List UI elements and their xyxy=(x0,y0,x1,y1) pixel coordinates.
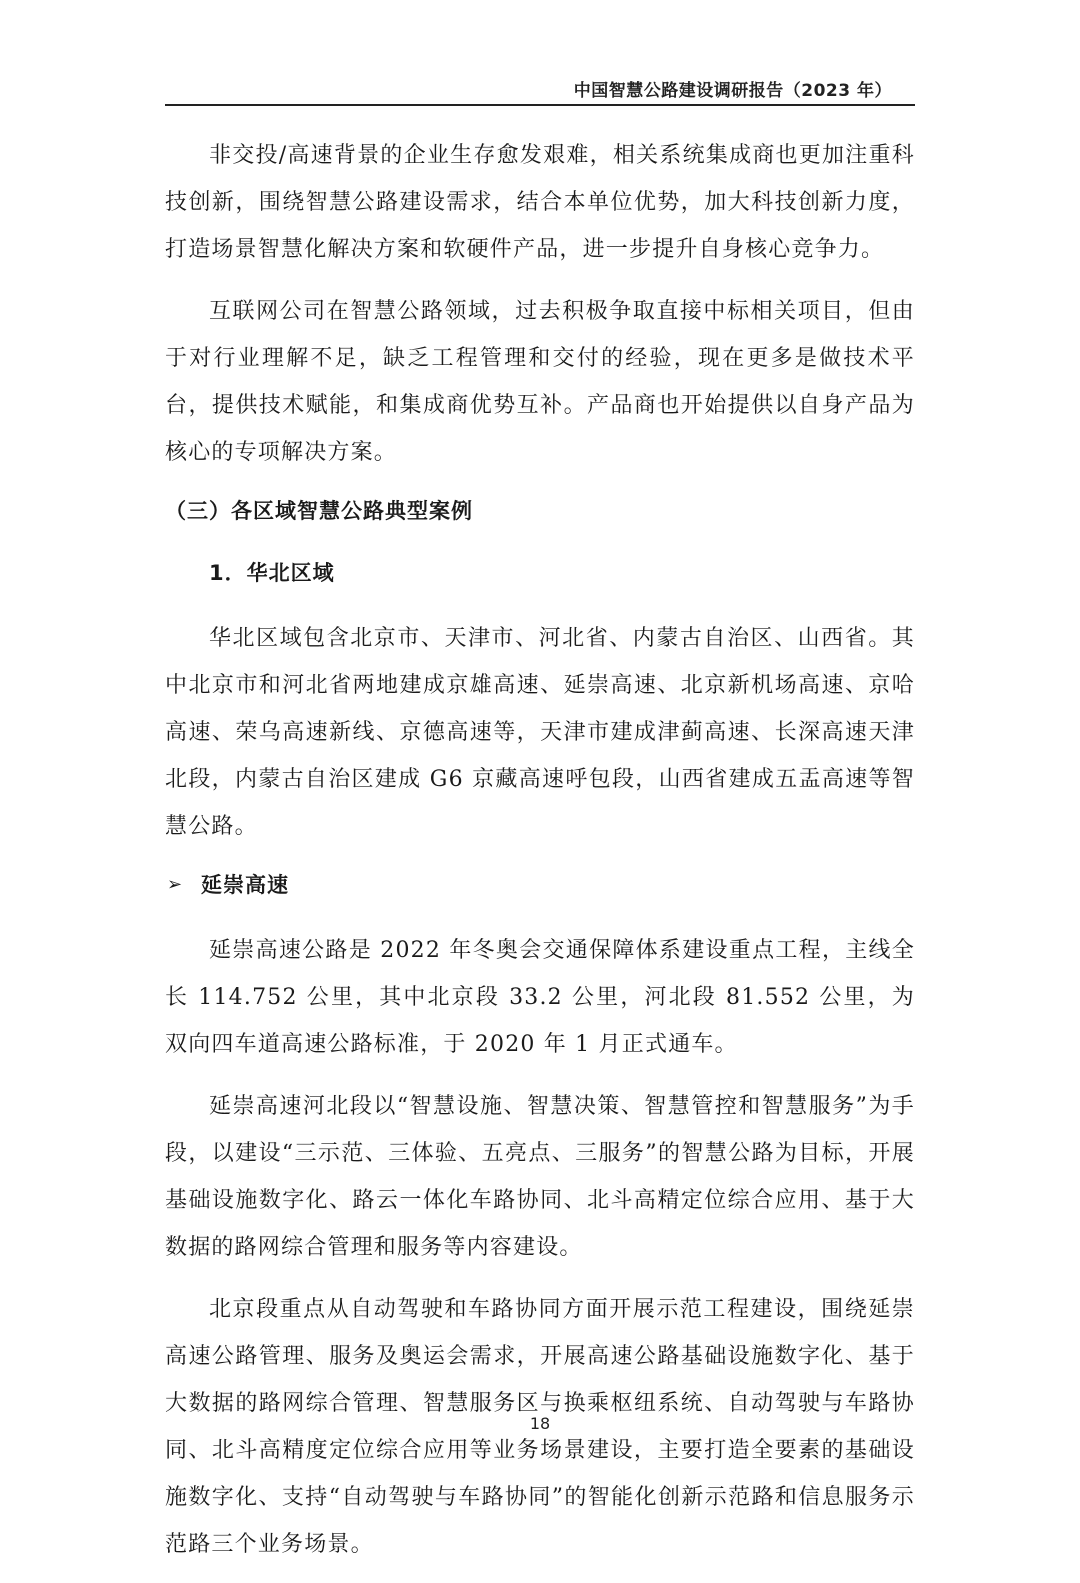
bullet-heading-label: 延崇高速 xyxy=(201,873,289,897)
paragraph-yanchong-beijing: 北京段重点从自动驾驶和车路协同方面开展示范工程建设，围绕延崇高速公路管理、服务及奥运会需求，开展高速公路基础设施数字化、基于大数据的路网综合管理、智慧服务区与换乘枢纽系统、自动驾驶与车路协同、北斗高精度定位综合应用等业务场景建设，主要打造全要素的基础设施数字化、支持“自动驾驶与车路协同”的智能化创新示范路和信息服务示范路三个业务场景。 xyxy=(165,1297,915,1557)
sub-heading-north-china: 1．华北区域 xyxy=(209,561,335,585)
section-heading: （三）各区域智慧公路典型案例 xyxy=(165,499,473,523)
paragraph-internet-companies: 互联网公司在智慧公路领域，过去积极争取直接中标相关项目，但由于对行业理解不足，缺乏工程管理和交付的经验，现在更多是做技术平台，提供技术赋能，和集成商优势互补。产品商也开始提供以自身产品为核心的专项解决方案。 xyxy=(165,299,915,465)
header-divider xyxy=(165,104,915,106)
arrow-bullet-icon: ➢ xyxy=(167,874,184,895)
paragraph-integrators: 非交投/高速背景的企业生存愈发艰难，相关系统集成商也更加注重科技创新，围绕智慧公路建设需求，结合本单位优势，加大科技创新力度，打造场景智慧化解决方案和软硬件产品，进一步提升自身核心竞争力。 xyxy=(165,143,915,262)
page-number: 18 xyxy=(529,1414,551,1433)
page-body xyxy=(165,132,915,1583)
report-header-title: 中国智慧公路建设调研报告（2023 年） xyxy=(573,81,892,101)
paragraph-yanchong-hebei: 延崇高速河北段以“智慧设施、智慧决策、智慧管控和智慧服务”为手段，以建设“三示范、三体验、五亮点、三服务”的智慧公路为目标，开展基础设施数字化、路云一体化车路协同、北斗高精定位综合应用、基于大数据的路网综合管理和服务等内容建设。 xyxy=(165,1094,915,1260)
paragraph-north-china: 华北区域包含北京市、天津市、河北省、内蒙古自治区、山西省。其中北京市和河北省两地建成京雄高速、延崇高速、北京新机场高速、京哈高速、荣乌高速新线、京德高速等，天津市建成津蓟高速、长深高速天津北段，内蒙古自治区建成 G6 京藏高速呼包段，山西省建成五盂高速等智慧公路。 xyxy=(165,626,915,839)
bullet-heading-yanchong xyxy=(167,865,915,905)
paragraph-yanchong-overview: 延崇高速公路是 2022 年冬奥会交通保障体系建设重点工程，主线全长 114.752 公里，其中北京段 33.2 公里，河北段 81.552 公里，为双向四车道高速公路标准，于 2020 年 1 月正式通车。 xyxy=(165,938,915,1057)
